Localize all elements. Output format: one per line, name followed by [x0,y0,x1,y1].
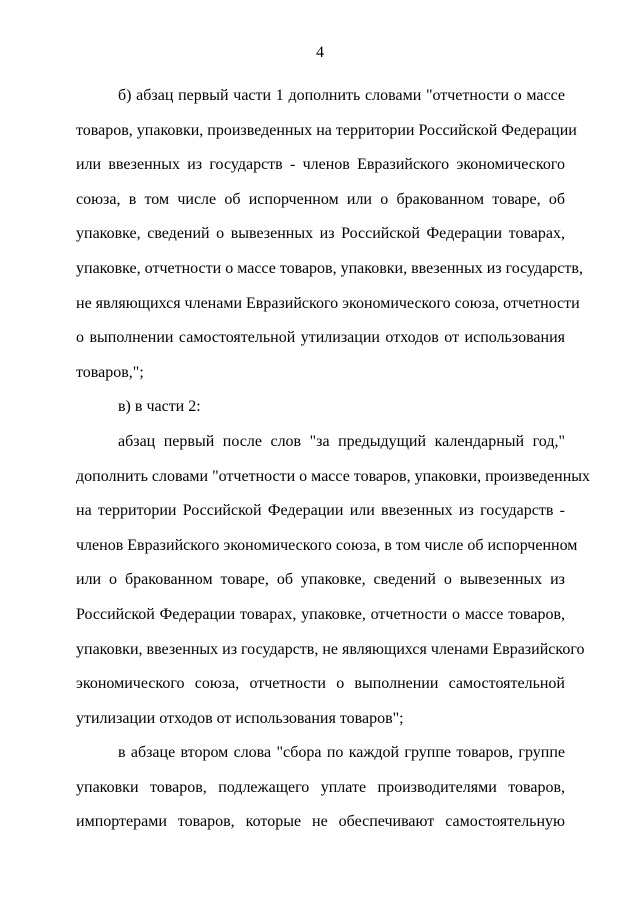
text-line: не являющихся членами Евразийского экономического союза, отчетности [76,294,580,312]
paragraph-second-abzac [76,736,565,840]
text-line: союза, в том числе об испорченном или о бракованном товаре, об [76,190,565,208]
text-line: товаров, упаковки, произведенных на территории Российской Федерации [76,121,577,139]
document-body [76,79,591,840]
text-line: товаров,"; [76,363,144,381]
text-line: Российской Федерации товарах, упаковке, отчетности о массе товаров, [76,605,565,623]
paragraph-first-abzac [76,425,591,736]
text-line: или ввезенных из государств - членов Евразийского экономического [76,156,565,174]
text-line: упаковки товаров, подлежащего уплате производителями товаров, [76,778,565,796]
paragraph-b [76,79,583,390]
paragraph-v [76,390,565,425]
text-line: в) в части 2: [118,398,201,416]
text-line: экономического союза, отчетности о выполнении самостоятельной [76,675,565,693]
text-line: абзац первый после слов "за предыдущий календарный год," [118,432,565,450]
text-line: о выполнении самостоятельной утилизации отходов от использования [76,329,565,347]
text-line: б) абзац первый части 1 дополнить словами "отчетности о массе [118,87,565,104]
text-line: импортерами товаров, которые не обеспечивают самостоятельную [76,813,565,831]
text-line: упаковке, отчетности о массе товаров, упаковки, ввезенных из государств, [76,259,583,277]
page-number: 4 [316,44,324,61]
text-line: в абзаце втором слова "сбора по каждой группе товаров, группе [118,744,565,762]
text-line: членов Евразийского экономического союза, в том числе об испорченном [76,536,578,554]
text-line: упаковке, сведений о вывезенных из Российской Федерации товарах, [76,225,565,243]
text-line: на территории Российской Федерации или ввезенных из государств - [76,502,565,520]
text-line: или о бракованном товаре, об упаковке, сведений о вывезенных из [76,571,565,589]
text-line: утилизации отходов от использования товаров"; [76,709,404,727]
text-line: дополнить словами "отчетности о массе товаров, упаковки, произведенных [76,467,591,485]
text-line: упаковки, ввезенных из государств, не являющихся членами Евразийского [76,640,585,658]
